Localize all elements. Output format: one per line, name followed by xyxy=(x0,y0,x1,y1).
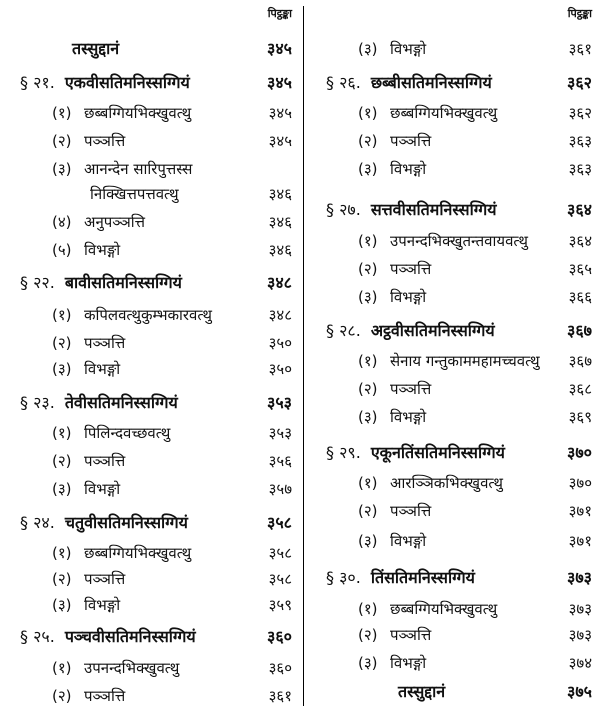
entry-title: बावीसतिमनिस्सग्गियं xyxy=(64,273,182,292)
toc-entry-label xyxy=(52,240,120,260)
section-number: § २२. xyxy=(20,273,55,292)
entry-title: पञ्ञत्ति xyxy=(390,132,432,150)
toc-section-heading xyxy=(0,390,300,416)
page-number: ३६४ xyxy=(568,232,592,250)
page-number: ३६१ xyxy=(568,40,592,58)
entry-title: पञ्ञत्ति xyxy=(84,687,126,705)
toc-entry xyxy=(0,100,300,126)
page-number: ३६० xyxy=(267,627,292,646)
entry-title: पञ्ञत्ति xyxy=(84,132,126,150)
toc-entry xyxy=(0,476,300,502)
page-number: ३६२ xyxy=(568,104,592,122)
entry-title: आरञ्ञिकभिक्खुवत्थु xyxy=(390,474,503,492)
entry-title: छब्बीसतिमनिस्सग्गियं xyxy=(370,73,492,92)
toc-entry-label xyxy=(52,212,145,232)
entry-title: उपनन्दभिक्खुवत्थु xyxy=(84,659,180,677)
toc-entry-label xyxy=(20,393,178,413)
toc-entry xyxy=(0,356,300,382)
page-number: ३७१ xyxy=(568,502,592,520)
entry-title: पञ्चवीसतिमनिस्सग्गियं xyxy=(64,627,196,646)
toc-entry-label xyxy=(358,379,431,399)
entry-title: छब्बग्गियभिक्खुवत्थु xyxy=(390,600,498,618)
entry-title: विभङ्गो xyxy=(390,532,427,550)
entry-title: आनन्देन सारिपुत्तस्स xyxy=(84,160,193,178)
toc-entry-label xyxy=(52,131,125,151)
toc-entry xyxy=(306,284,600,310)
item-number: (१) xyxy=(52,306,72,324)
toc-entry xyxy=(0,592,300,618)
page-number: ३५८ xyxy=(268,570,292,588)
toc-entry xyxy=(0,540,300,566)
page-number: ३५० xyxy=(268,360,292,378)
page-number: ३४६ xyxy=(268,185,292,203)
entry-title: एकूनतिंसतिमनिस्सग्गियं xyxy=(370,443,505,462)
page-number: ३५९ xyxy=(268,596,292,614)
item-number: (३) xyxy=(358,40,378,58)
section-number: § २८. xyxy=(326,321,361,340)
page-number: ३४८ xyxy=(268,306,292,324)
item-number: (३) xyxy=(358,160,378,178)
toc-section-heading xyxy=(306,70,600,96)
column-divider xyxy=(303,6,304,706)
page-number: ३७३ xyxy=(568,626,592,644)
toc-entry-label xyxy=(358,599,497,619)
entry-title: तिंसतिमनिस्सग्गियं xyxy=(370,568,475,587)
toc-entry xyxy=(306,228,600,254)
entry-title: चतुवीसतिमनिस्सग्गियं xyxy=(64,513,188,532)
toc-section-heading xyxy=(0,624,300,650)
toc-entry xyxy=(306,470,600,496)
page-number: ३४५ xyxy=(268,104,292,122)
right-column xyxy=(306,0,600,713)
page-number-header: पिट्ठङ्का xyxy=(267,7,292,20)
toc-entry-label xyxy=(326,73,492,93)
entry-title: तेवीसतिमनिस्सग्गियं xyxy=(64,393,178,412)
section-number: § २४. xyxy=(20,513,55,532)
toc-entry-label xyxy=(358,103,497,123)
entry-title: तस्सुद्दानं xyxy=(72,39,120,58)
item-number: (५) xyxy=(52,241,72,259)
page-number: ३६९ xyxy=(568,408,592,426)
item-number: (३) xyxy=(358,532,378,550)
page-number: ३६६ xyxy=(568,288,592,306)
entry-title: एकवीसतिमनिस्सग्गियं xyxy=(64,73,190,92)
toc-entry xyxy=(0,302,300,328)
page-number: ३५३ xyxy=(268,424,292,442)
page-number: ३४६ xyxy=(268,213,292,231)
page-number: ३६७ xyxy=(567,321,592,340)
entry-title: छब्बग्गियभिक्खुवत्थु xyxy=(390,104,498,122)
section-number: § २९. xyxy=(326,443,361,462)
toc-section-heading xyxy=(306,565,600,591)
toc-entry-label xyxy=(20,627,196,647)
section-number: § २५. xyxy=(20,627,55,646)
entry-title: पञ्ञत्ति xyxy=(390,626,432,644)
entry-title: विभङ्गो xyxy=(390,160,427,178)
entry-title: तस्सुद्दानं xyxy=(398,682,446,701)
item-number: (१) xyxy=(358,474,378,492)
toc-entry-label xyxy=(358,39,426,59)
toc-entry xyxy=(306,498,600,524)
toc-entry xyxy=(306,404,600,430)
toc-entry xyxy=(0,420,300,446)
toc-entry-label xyxy=(72,39,119,59)
toc-section-heading xyxy=(0,270,300,296)
page-number: ३५८ xyxy=(268,544,292,562)
toc-entry-label xyxy=(358,159,426,179)
page-number-header: पिट्ठङ्का xyxy=(567,7,592,20)
toc-entry-label xyxy=(326,200,497,220)
entry-title: निक्खित्तपत्तवत्थु xyxy=(90,185,179,203)
section-number: § २१. xyxy=(20,73,55,92)
entry-title: विभङ्गो xyxy=(390,654,427,672)
page-number: ३६१ xyxy=(268,687,292,705)
toc-entry xyxy=(0,448,300,474)
item-number: (२) xyxy=(358,260,378,278)
toc-entry-label xyxy=(358,473,503,493)
toc-entry xyxy=(306,622,600,648)
entry-title: अट्ठवीसतिमनिस्सग्गियं xyxy=(370,321,495,340)
entry-title: पञ्ञत्ति xyxy=(390,260,432,278)
entry-title: विभङ्गो xyxy=(84,241,121,259)
item-number: (२) xyxy=(52,132,72,150)
toc-entry-label xyxy=(326,443,505,463)
toc-section-heading xyxy=(306,440,600,466)
toc-entry-label xyxy=(20,73,190,93)
page-number: ३७३ xyxy=(567,568,592,587)
toc-section-heading xyxy=(0,70,300,96)
page-number: ३५० xyxy=(268,334,292,352)
toc-entry-label xyxy=(358,407,426,427)
entry-title: पञ्ञत्ति xyxy=(84,452,126,470)
toc-entry-label xyxy=(52,658,179,678)
toc-entry-label xyxy=(358,287,426,307)
page-number: ३७० xyxy=(567,443,592,462)
page-number: ३६७ xyxy=(568,352,592,370)
page-number: ३४५ xyxy=(267,73,292,92)
toc-entry-label xyxy=(52,479,120,499)
section-number: § २३. xyxy=(20,393,55,412)
entry-title: सेनाय गन्तुकाममहामच्चवत्थु xyxy=(390,352,540,370)
toc-entry-label xyxy=(52,159,192,179)
entry-title: विभङ्गो xyxy=(84,596,121,614)
toc-entry xyxy=(0,566,300,592)
toc-entry-label xyxy=(52,305,212,325)
item-number: (३) xyxy=(52,360,72,378)
page-number: ३५७ xyxy=(268,480,292,498)
entry-title: विभङ्गो xyxy=(390,408,427,426)
toc-entry-label xyxy=(358,653,426,673)
toc-entry xyxy=(306,528,600,554)
toc-entry xyxy=(306,100,600,126)
entry-title: सत्तवीसतिमनिस्सग्गियं xyxy=(370,200,497,219)
toc-entry-label xyxy=(358,259,431,279)
toc-entry-label xyxy=(52,595,120,615)
entry-title: छब्बग्गियभिक्खुवत्थु xyxy=(84,104,192,122)
item-number: (३) xyxy=(52,480,72,498)
toc-entry xyxy=(306,36,600,62)
page-number: ३६० xyxy=(268,659,292,677)
item-number: (१) xyxy=(358,600,378,618)
page-number: ३७३ xyxy=(568,600,592,618)
toc-entry-label xyxy=(20,273,182,293)
item-number: (३) xyxy=(52,160,72,178)
toc-entry-label xyxy=(52,543,191,563)
page-number: ३६५ xyxy=(568,260,592,278)
toc-entry-label xyxy=(52,569,125,589)
toc-entry-label xyxy=(358,351,540,371)
toc-entry xyxy=(0,209,300,235)
toc-entry-label xyxy=(358,131,431,151)
item-number: (२) xyxy=(52,687,72,705)
toc-entry xyxy=(0,330,300,356)
toc-entry-label xyxy=(358,625,431,645)
entry-title: पञ्ञत्ति xyxy=(390,380,432,398)
toc-section-heading xyxy=(0,510,300,536)
toc-entry xyxy=(306,156,600,182)
page-number: ३४६ xyxy=(268,241,292,259)
entry-title: पञ्ञत्ति xyxy=(390,502,432,520)
page-number: ३७४ xyxy=(568,654,592,672)
toc-entry xyxy=(0,181,300,207)
item-number: (३) xyxy=(358,408,378,426)
item-number: (१) xyxy=(358,104,378,122)
item-number: (२) xyxy=(358,380,378,398)
page-number: ३५८ xyxy=(267,513,292,532)
page-number: ३६३ xyxy=(568,132,592,150)
entry-title: कपिलवत्थुकुम्भकारवत्थु xyxy=(84,306,212,324)
entry-title: अनुपञ्ञत्ति xyxy=(84,213,145,231)
toc-entry-label xyxy=(20,513,188,533)
entry-title: विभङ्गो xyxy=(84,360,121,378)
item-number: (२) xyxy=(52,334,72,352)
item-number: (२) xyxy=(52,570,72,588)
item-number: (३) xyxy=(358,654,378,672)
toc-entry xyxy=(306,650,600,676)
toc-entry-label xyxy=(358,531,426,551)
item-number: (१) xyxy=(358,232,378,250)
toc-entry-label xyxy=(52,103,191,123)
toc-entry xyxy=(0,237,300,263)
toc-title-entry xyxy=(306,679,600,705)
toc-entry xyxy=(0,655,300,681)
toc-entry xyxy=(0,683,300,709)
toc-entry-label xyxy=(52,333,125,353)
toc-entry-label xyxy=(326,568,475,588)
toc-entry-label xyxy=(358,231,528,251)
page-number: ३६२ xyxy=(567,73,592,92)
toc-entry xyxy=(0,156,300,182)
item-number: (१) xyxy=(52,544,72,562)
toc-entry-label xyxy=(52,686,125,706)
page-number: ३६३ xyxy=(568,160,592,178)
toc-title-entry xyxy=(0,36,300,62)
page-number: ३५६ xyxy=(268,452,292,470)
toc-entry-label xyxy=(90,184,179,204)
toc-entry-label xyxy=(52,359,120,379)
toc-entry xyxy=(306,256,600,282)
page-number: ३६८ xyxy=(568,380,592,398)
toc-entry-label xyxy=(52,451,125,471)
page-number: ३४५ xyxy=(268,132,292,150)
page-number: ३७० xyxy=(568,474,592,492)
entry-title: पञ्ञत्ति xyxy=(84,334,126,352)
item-number: (३) xyxy=(358,288,378,306)
item-number: (३) xyxy=(52,596,72,614)
item-number: (१) xyxy=(52,659,72,677)
toc-entry xyxy=(306,128,600,154)
page-number: ३५३ xyxy=(267,393,292,412)
item-number: (१) xyxy=(52,104,72,122)
page-number: ३६४ xyxy=(567,200,592,219)
toc-entry-label xyxy=(326,321,495,341)
toc-entry-label xyxy=(358,501,431,521)
entry-title: विभङ्गो xyxy=(390,288,427,306)
section-number: § २६. xyxy=(326,73,361,92)
entry-title: छब्बग्गियभिक्खुवत्थु xyxy=(84,544,192,562)
entry-title: पिलिन्दवच्छवत्थु xyxy=(84,424,171,442)
item-number: (१) xyxy=(52,424,72,442)
entry-title: पञ्ञत्ति xyxy=(84,570,126,588)
toc-entry-label xyxy=(398,682,445,702)
page-number: ३७५ xyxy=(567,682,592,701)
section-number: § २७. xyxy=(326,200,361,219)
entry-title: विभङ्गो xyxy=(84,480,121,498)
toc-section-heading xyxy=(306,197,600,223)
page-number: ३७१ xyxy=(568,532,592,550)
entry-title: विभङ्गो xyxy=(390,40,427,58)
toc-entry xyxy=(306,376,600,402)
toc-entry xyxy=(0,128,300,154)
entry-title: उपनन्दभिक्खुतन्तवायवत्थु xyxy=(390,232,528,250)
section-number: § ३०. xyxy=(326,568,361,587)
item-number: (४) xyxy=(52,213,72,231)
toc-entry xyxy=(306,348,600,374)
item-number: (२) xyxy=(358,132,378,150)
page-number: ३४८ xyxy=(267,273,292,292)
item-number: (२) xyxy=(358,502,378,520)
item-number: (२) xyxy=(52,452,72,470)
page-number: ३४५ xyxy=(267,39,292,58)
toc-entry xyxy=(306,596,600,622)
toc-entry-label xyxy=(52,423,170,443)
item-number: (२) xyxy=(358,626,378,644)
item-number: (१) xyxy=(358,352,378,370)
toc-section-heading xyxy=(306,318,600,344)
